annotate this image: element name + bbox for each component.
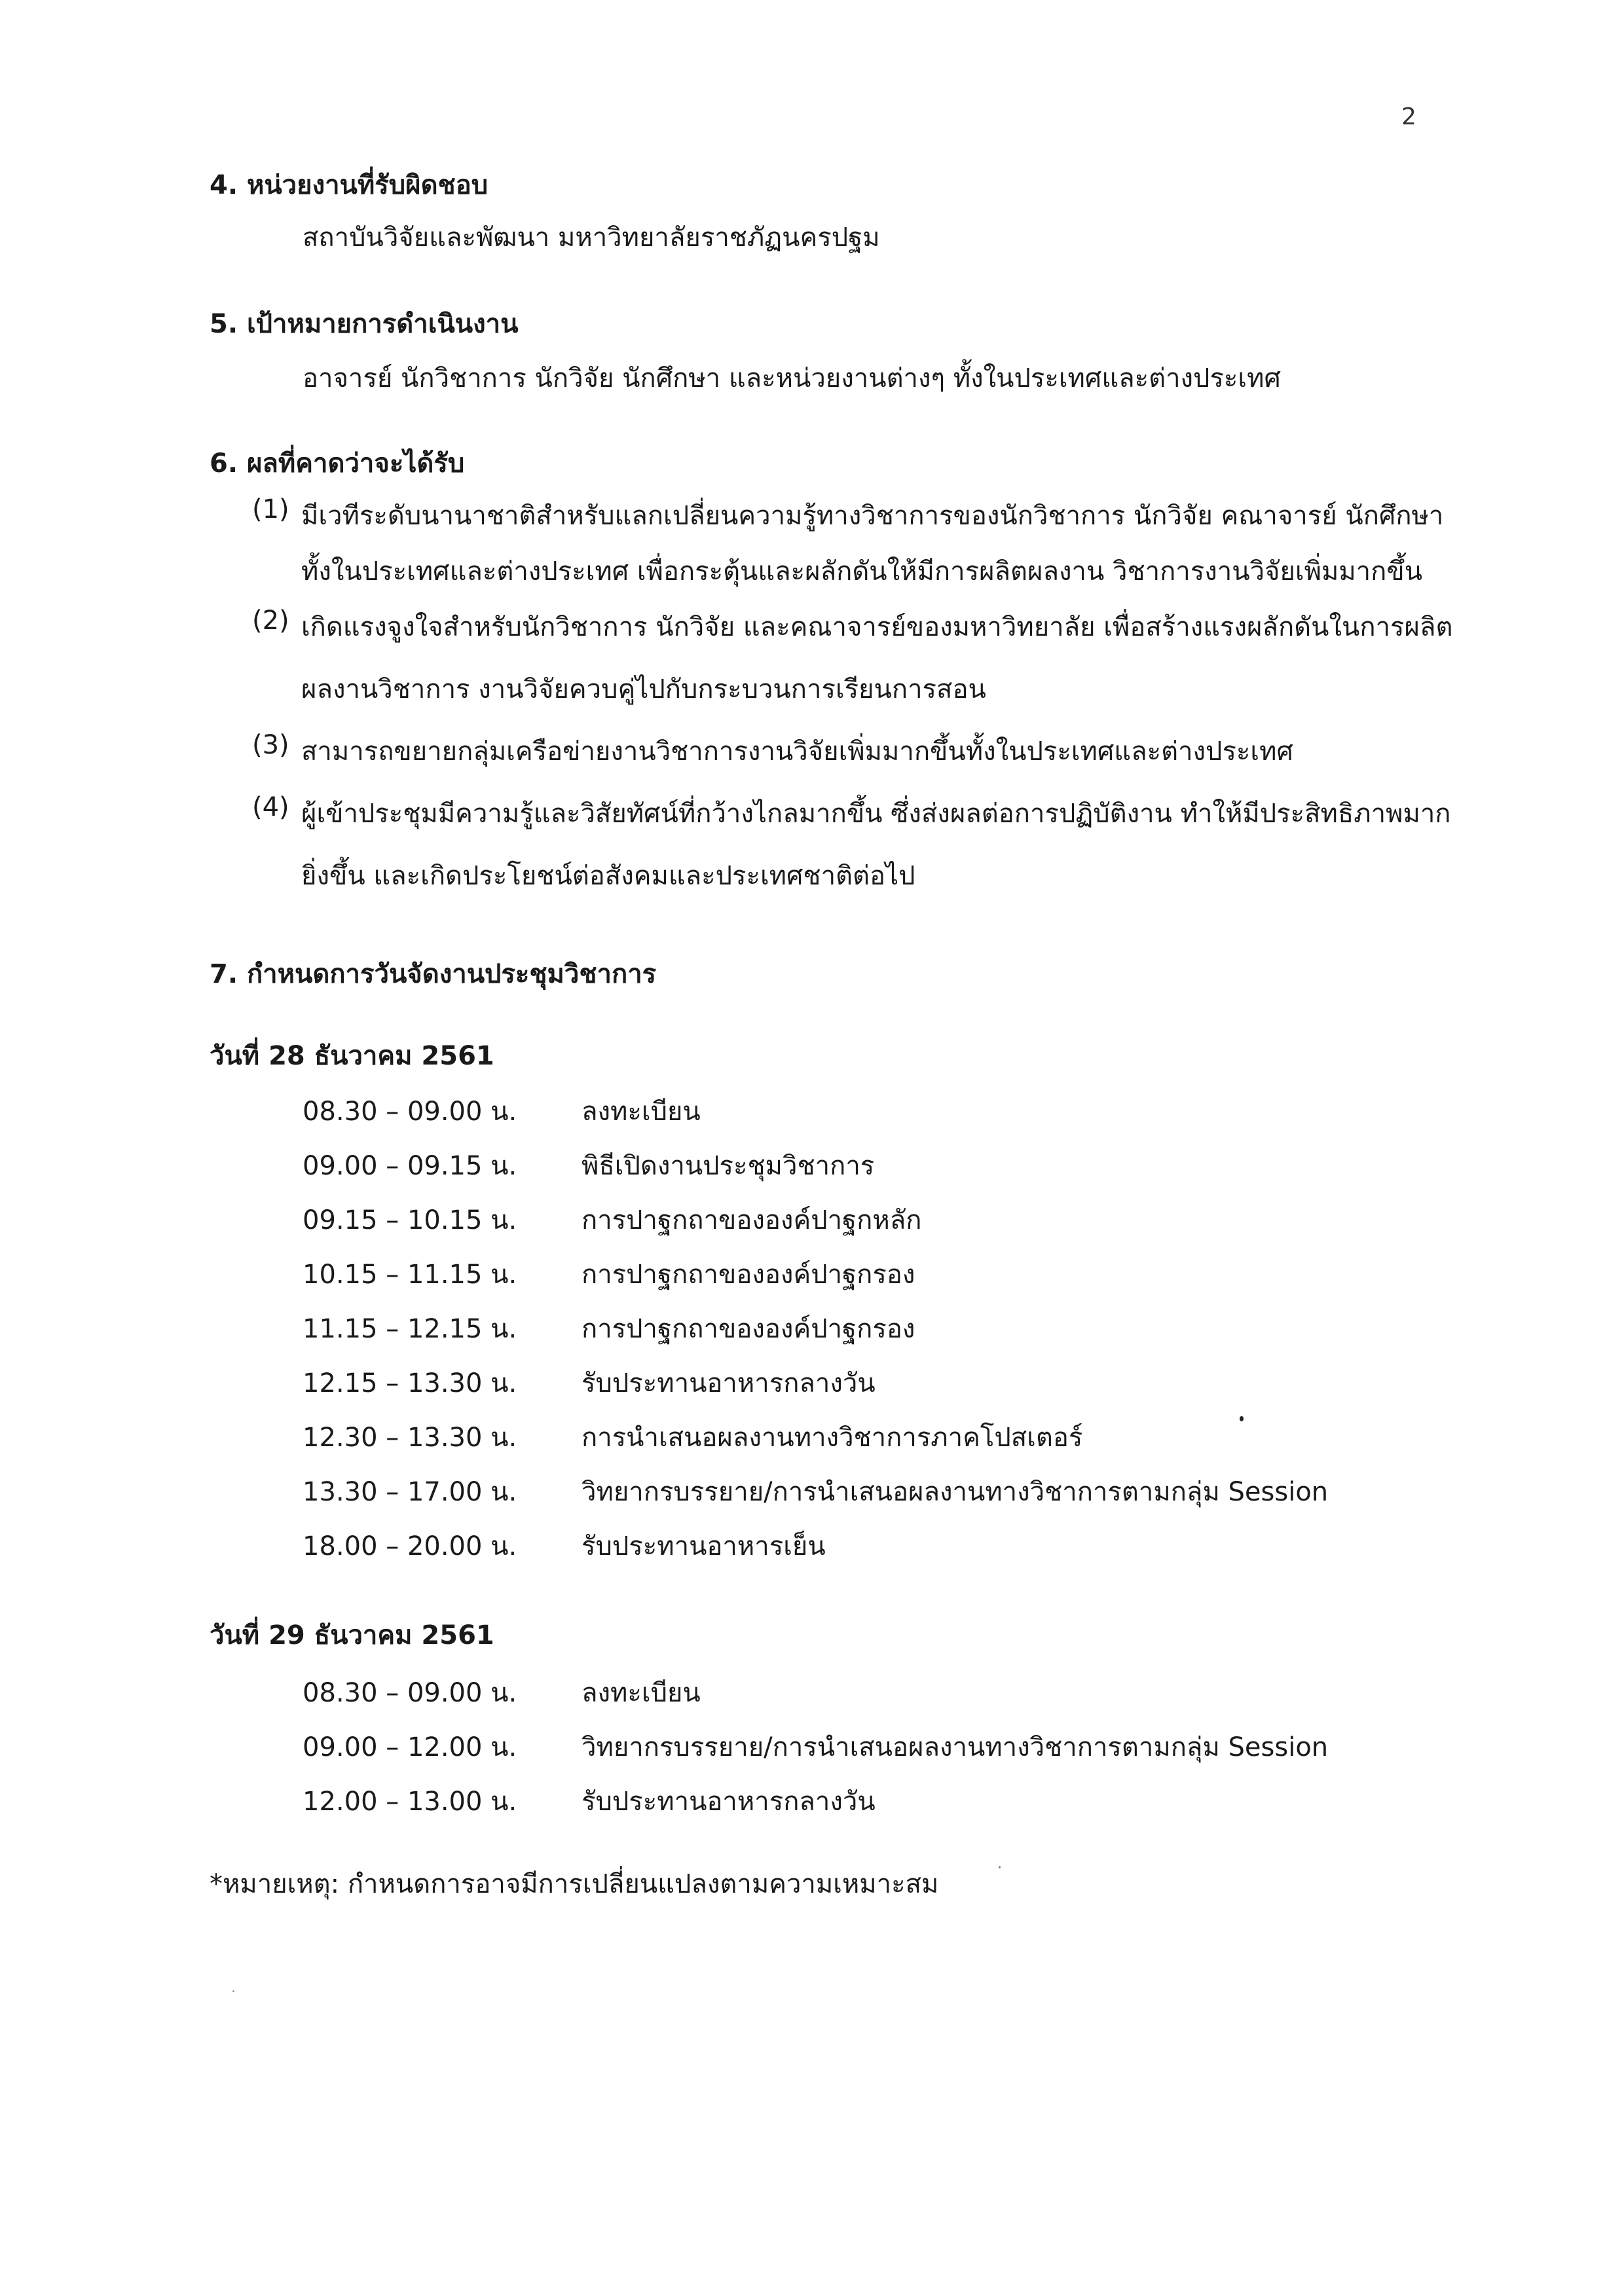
expected-result-4-line-1: ผู้เข้าประชุมมีความรู้และวิสัยทัศน์ที่กว้างไกลมากขึ้น ซึ่งส่งผลต่อการปฏิบัติงาน ทำให้มีประสิทธิภาพมาก (301, 799, 1451, 829)
schedule-time: 12.00 – 13.00 น. (303, 1787, 517, 1817)
schedule-activity: ลงทะเบียน (581, 1097, 701, 1127)
section-5-heading: 5. เป้าหมายการดำเนินงาน (210, 309, 519, 339)
schedule-time: 08.30 – 09.00 น. (303, 1097, 517, 1127)
schedule-time: 13.30 – 17.00 น. (303, 1477, 517, 1507)
schedule-activity: การปาฐกถาขององค์ปาฐกรอง (581, 1314, 915, 1344)
expected-result-1-number: (1) (252, 494, 289, 524)
footnote: *หมายเหตุ: กำหนดการอาจมีการเปลี่ยนแปลงตามความเหมาะสม (210, 1869, 939, 1899)
schedule-activity: รับประทานอาหารกลางวัน (581, 1368, 876, 1398)
schedule-time: 09.15 – 10.15 น. (303, 1205, 517, 1235)
schedule-activity: วิทยากรบรรยาย/การนำเสนอผลงานทางวิชาการตามกลุ่ม Session (581, 1477, 1329, 1507)
scan-speck (999, 1866, 1001, 1868)
schedule-activity: พิธีเปิดงานประชุมวิชาการ (581, 1151, 875, 1181)
expected-result-2-line-2: ผลงานวิชาการ งานวิจัยควบคู่ไปกับกระบวนการเรียนการสอน (301, 674, 986, 704)
day-2-heading: วันที่ 29 ธันวาคม 2561 (210, 1620, 494, 1650)
scan-speck (1240, 1416, 1244, 1421)
day-1-heading: วันที่ 28 ธันวาคม 2561 (210, 1041, 494, 1071)
schedule-time: 12.15 – 13.30 น. (303, 1368, 517, 1398)
schedule-activity: รับประทานอาหารเย็น (581, 1531, 826, 1561)
expected-result-1-line-1: มีเวทีระดับนานาชาติสำหรับแลกเปลี่ยนความรู้ทางวิชาการของนักวิชาการ นักวิจัย คณาจารย์ นักศึกษา (301, 501, 1444, 531)
scan-speck (232, 1990, 234, 1992)
schedule-time: 08.30 – 09.00 น. (303, 1678, 517, 1708)
expected-result-3-number: (3) (252, 730, 289, 760)
expected-result-1-line-2: ทั้งในประเทศและต่างประเทศ เพื่อกระตุ้นและผลักดันให้มีการผลิตผลงาน วิชาการงานวิจัยเพิ่มมากขึ้น (301, 556, 1423, 587)
schedule-time: 09.00 – 12.00 น. (303, 1732, 517, 1762)
schedule-time: 18.00 – 20.00 น. (303, 1531, 517, 1561)
schedule-activity: ลงทะเบียน (581, 1678, 701, 1708)
section-4-heading: 4. หน่วยงานที่รับผิดชอบ (210, 170, 489, 200)
schedule-activity: วิทยากรบรรยาย/การนำเสนอผลงานทางวิชาการตามกลุ่ม Session (581, 1732, 1329, 1762)
schedule-activity: การนำเสนอผลงานทางวิชาการภาคโปสเตอร์ (581, 1423, 1083, 1453)
expected-result-2-line-1: เกิดแรงจูงใจสำหรับนักวิชาการ นักวิจัย และคณาจารย์ของมหาวิทยาลัย เพื่อสร้างแรงผลักดันในการผลิต (301, 612, 1453, 642)
page-number: 2 (1401, 103, 1416, 130)
schedule-time: 09.00 – 09.15 น. (303, 1151, 517, 1181)
schedule-activity: การปาฐกถาขององค์ปาฐกหลัก (581, 1205, 922, 1235)
schedule-activity: รับประทานอาหารกลางวัน (581, 1787, 876, 1817)
expected-result-4-number: (4) (252, 792, 289, 822)
section-6-heading: 6. ผลที่คาดว่าจะได้รับ (210, 448, 465, 479)
schedule-time: 10.15 – 11.15 น. (303, 1260, 517, 1290)
section-5-body: อาจารย์ นักวิชาการ นักวิจัย นักศึกษา และหน่วยงานต่างๆ ทั้งในประเทศและต่างประเทศ (303, 363, 1281, 393)
expected-result-4-line-2: ยิ่งขึ้น และเกิดประโยชน์ต่อสังคมและประเทศชาติต่อไป (301, 861, 915, 891)
schedule-time: 12.30 – 13.30 น. (303, 1423, 517, 1453)
expected-result-3-line-1: สามารถขยายกลุ่มเครือข่ายงานวิชาการงานวิจัยเพิ่มมากขึ้นทั้งในประเทศและต่างประเทศ (301, 737, 1293, 767)
section-7-heading: 7. กำหนดการวันจัดงานประชุมวิชาการ (210, 959, 657, 989)
schedule-time: 11.15 – 12.15 น. (303, 1314, 517, 1344)
expected-result-2-number: (2) (252, 606, 289, 636)
schedule-activity: การปาฐกถาขององค์ปาฐกรอง (581, 1260, 915, 1290)
section-4-body: สถาบันวิจัยและพัฒนา มหาวิทยาลัยราชภัฏนครปฐม (303, 223, 880, 253)
